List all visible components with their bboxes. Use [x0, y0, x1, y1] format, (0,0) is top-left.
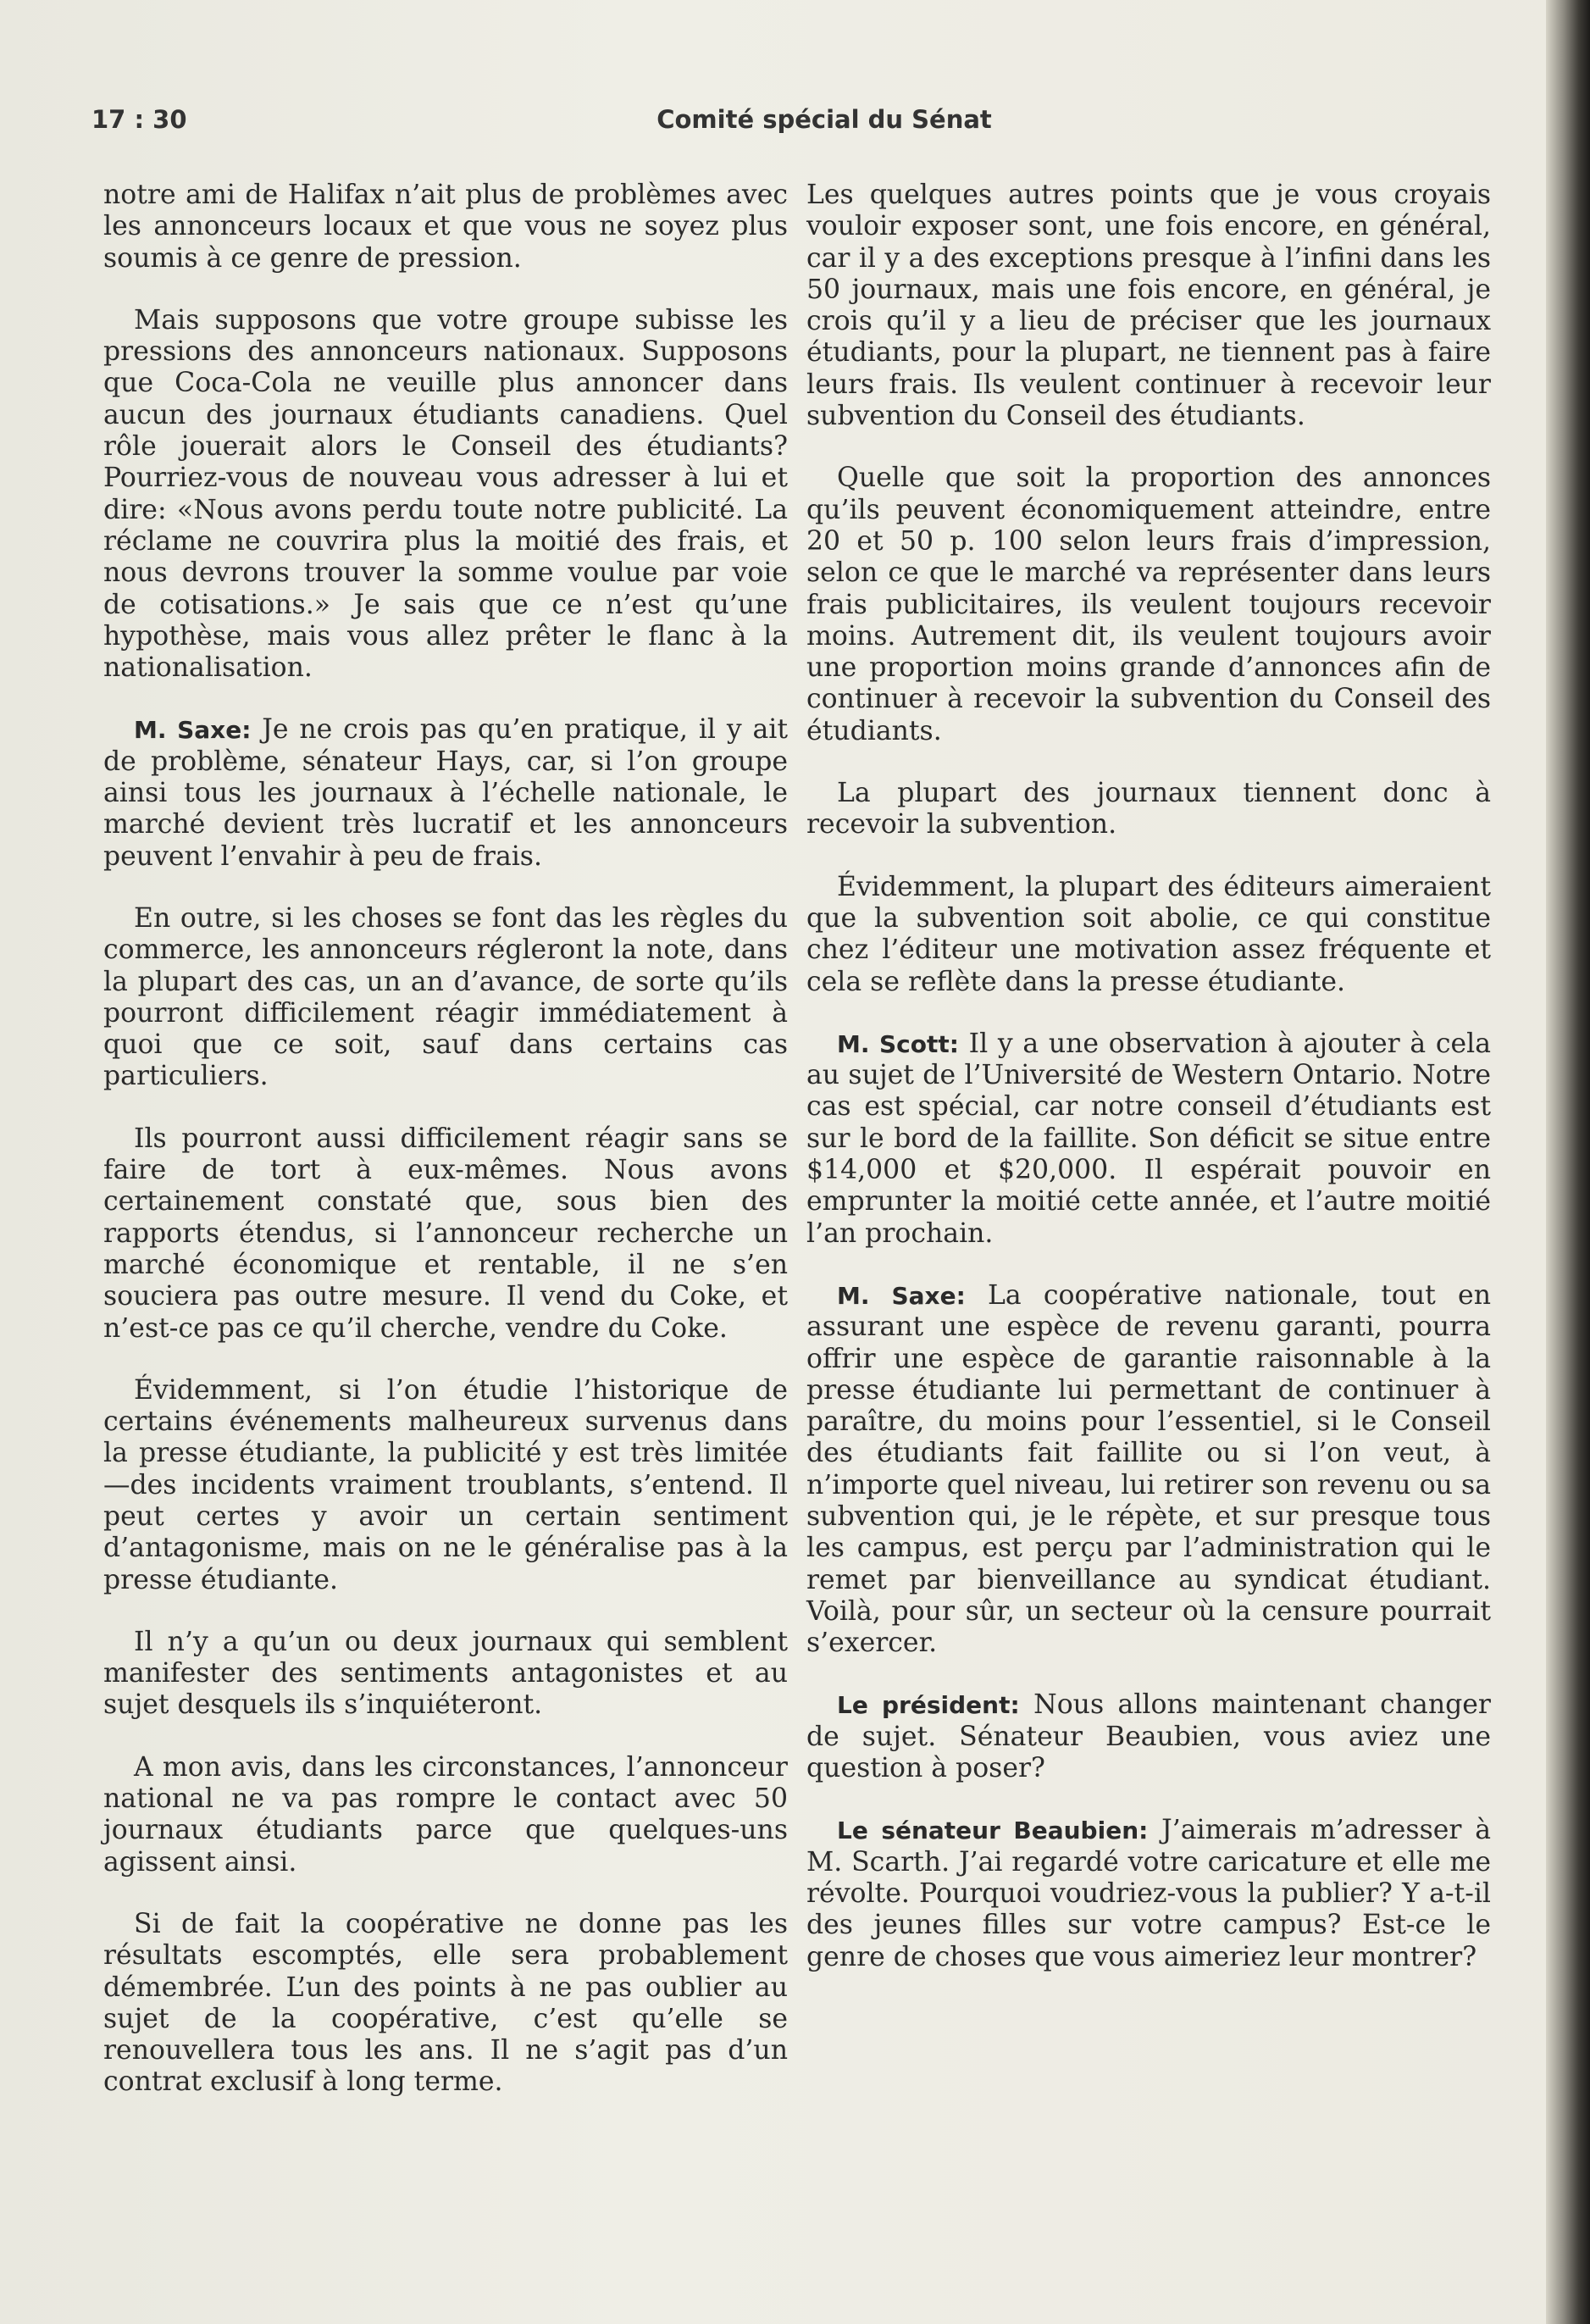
paragraph [103, 1752, 788, 1878]
paragraph [806, 463, 1491, 747]
paragraph-text: Je ne crois pas qu’en pratique, il y ait de problème, sénateur Hays, car, si l’on groupe ainsi tous les journaux à l’échelle nationale, le marché devient très lucratif et les annonceurs peuvent l’envahir à peu de frais. [103, 714, 788, 872]
right-column [806, 180, 1491, 2004]
paragraph-text: Il y a une observation à ajouter à cela au sujet de l’Université de Western Ontario. Notre cas est spécial, car notre conseil d’étudiants est sur le bord de la faillite. Son déficit se situe entre $14,000 et $20,000. Il espérait pouvoir en emprunter la moitié cette année, et l’autre moitié l’an prochain. [806, 1028, 1492, 1249]
paragraph [806, 1689, 1491, 1784]
paragraph [103, 1123, 788, 1345]
speaker-name: M. Scott: [837, 1029, 959, 1058]
paragraph-text: A mon avis, dans les circonstances, l’annonceur national ne va pas rompre le contact avec 50 journaux étudiants parce que quelques-uns agissent ainsi. [103, 1751, 788, 1878]
paragraph-text: En outre, si les choses se font das les règles du commerce, les annonceurs régleront la note, dans la plupart des cas, un an d’avance, de sorte qu’ils pourront difficilement réagir immédiatement à quoi que ce soit, sauf dans certains cas particuliers. [103, 902, 788, 1092]
paragraph [103, 714, 788, 872]
paragraph-text: Les quelques autres points que je vous croyais vouloir exposer sont, une fois encore, en général, car il y a des exceptions presque à l’infini dans les 50 journaux, mais une fois encore, en général, je crois qu’il y a lieu de préciser que les journaux étudiants, pour la plupart, ne tiennent pas à faire leurs frais. Ils veulent continuer à recevoir leur subvention du Conseil des étudiants. [806, 180, 1491, 432]
page-number: 17 : 30 [91, 105, 187, 134]
paragraph [806, 1815, 1491, 1972]
paragraph [103, 1909, 788, 2099]
paragraph-text: Mais supposons que votre groupe subisse les pressions des annonceurs nationaux. Supposons que Coca-Cola ne veuille plus annoncer dans aucun des journaux étudiants canadiens. Quel rôle jouerait alors le Conseil des étudiants? Pourriez-vous de nouveau vous adresser à lui et dire: «Nous avons perdu toute notre publicité. La réclame ne couvrira plus la moitié des frais, et nous devrons trouver la somme voulue par voie de cotisations.» Je sais que ce n’est qu’une hypothèse, mais vous allez prêter le flanc à la nationalisation. [103, 304, 788, 684]
paragraph-text: notre ami de Halifax n’ait plus de problèmes avec les annonceurs locaux et que vous ne soyez plus soumis à ce genre de pression. [103, 180, 788, 274]
paragraph-text: Évidemment, la plupart des éditeurs aimeraient que la subvention soit abolie, ce qui constitue chez l’éditeur une motivation assez fréquente et cela se reflète dans la presse étudiante. [806, 871, 1491, 997]
page-header [91, 105, 1481, 147]
speaker-name: M. Saxe: [837, 1281, 966, 1310]
paragraph-text: Quelle que soit la proportion des annonces qu’ils peuvent économiquement atteindre, entre 20 et 50 p. 100 selon leurs frais d’impression, selon ce que le marché va représenter dans leurs frais publicitaires, ils veulent toujours recevoir moins. Autrement dit, ils veulent toujours avoir une proportion moins grande d’annonces afin de continuer à recevoir la subvention du Conseil des étudiants. [806, 463, 1491, 746]
paragraph-text: Évidemment, si l’on étudie l’historique de certains événements malheureux survenus dans la presse étudiante, la publicité y est très limitée—des incidents vraiment troublants, s’entend. Il peut certes y avoir un certain sentiment d’antagonisme, mais on ne le généralise pas à la presse étudiante. [103, 1374, 788, 1595]
paragraph-text: La coopérative nationale, tout en assurant une espèce de revenu garanti, pourra offrir une espèce de garantie raisonnable à la presse étudiante lui permettant de continuer à paraître, du moins pour l’essentiel, si le Conseil des étudiants fait faillite ou si l’on veut, à n’importe quel niveau, lui retirer son revenu ou sa subvention qui, je le répète, et sur presque tous les campus, est perçu par l’administration qui le remet par bienveillance au syndicat étudiant. Voilà, pour sûr, un secteur où la censure pourrait s’exercer. [806, 1279, 1491, 1659]
paragraph-text: La plupart des journaux tiennent donc à recevoir la subvention. [806, 778, 1491, 840]
paragraph [806, 1029, 1491, 1250]
paragraph [103, 1627, 788, 1722]
speaker-name: M. Saxe: [134, 716, 252, 745]
paragraph-text: Ils pourront aussi difficilement réagir sans se faire de tort à eux-mêmes. Nous avons certainement constaté que, sous bien des rapports étendus, si l’annonceur recherche un marché économique et rentable, il ne s’en souciera pas outre mesure. Il vend du Coke, et n’est-ce pas ce qu’il cherche, vendre du Coke. [103, 1123, 788, 1344]
paragraph [103, 1375, 788, 1596]
paragraph [103, 305, 788, 685]
paragraph-text: Il n’y a qu’un ou deux journaux qui semblent manifester des sentiments antagonistes et au sujet desquels ils s’inquiéteront. [103, 1626, 788, 1721]
paragraph [103, 180, 788, 275]
paragraph-text: J’aimerais m’adresser à M. Scarth. J’ai regardé votre caricature et elle me révolte. Pourquoi voudriez-vous la publier? Y a-t-il des jeunes filles sur votre campus? Est-ce le genre de choses que vous aimeriez leur montrer? [806, 1815, 1491, 1972]
speaker-name: Le président: [837, 1691, 1020, 1720]
page-title: Comité spécial du Sénat [656, 105, 992, 134]
speaker-name: Le sénateur Beaubien: [837, 1816, 1149, 1845]
paragraph [103, 903, 788, 1093]
paragraph [806, 872, 1491, 998]
paragraph [806, 778, 1491, 841]
paragraph [806, 180, 1491, 432]
left-column [103, 180, 788, 2129]
paragraph-text: Si de fait la coopérative ne donne pas les résultats escomptés, elle sera probablement démembrée. L’un des points à ne pas oublier au sujet de la coopérative, c’est qu’elle se renouvellera tous les ans. Il ne s’agit pas d’un contrat exclusif à long terme. [103, 1908, 788, 2098]
paragraph-text: Nous allons maintenant changer de sujet. Sénateur Beaubien, vous aviez une question à poser? [806, 1689, 1491, 1784]
paragraph [806, 1280, 1491, 1660]
book-spine-shadow [1546, 0, 1590, 2324]
